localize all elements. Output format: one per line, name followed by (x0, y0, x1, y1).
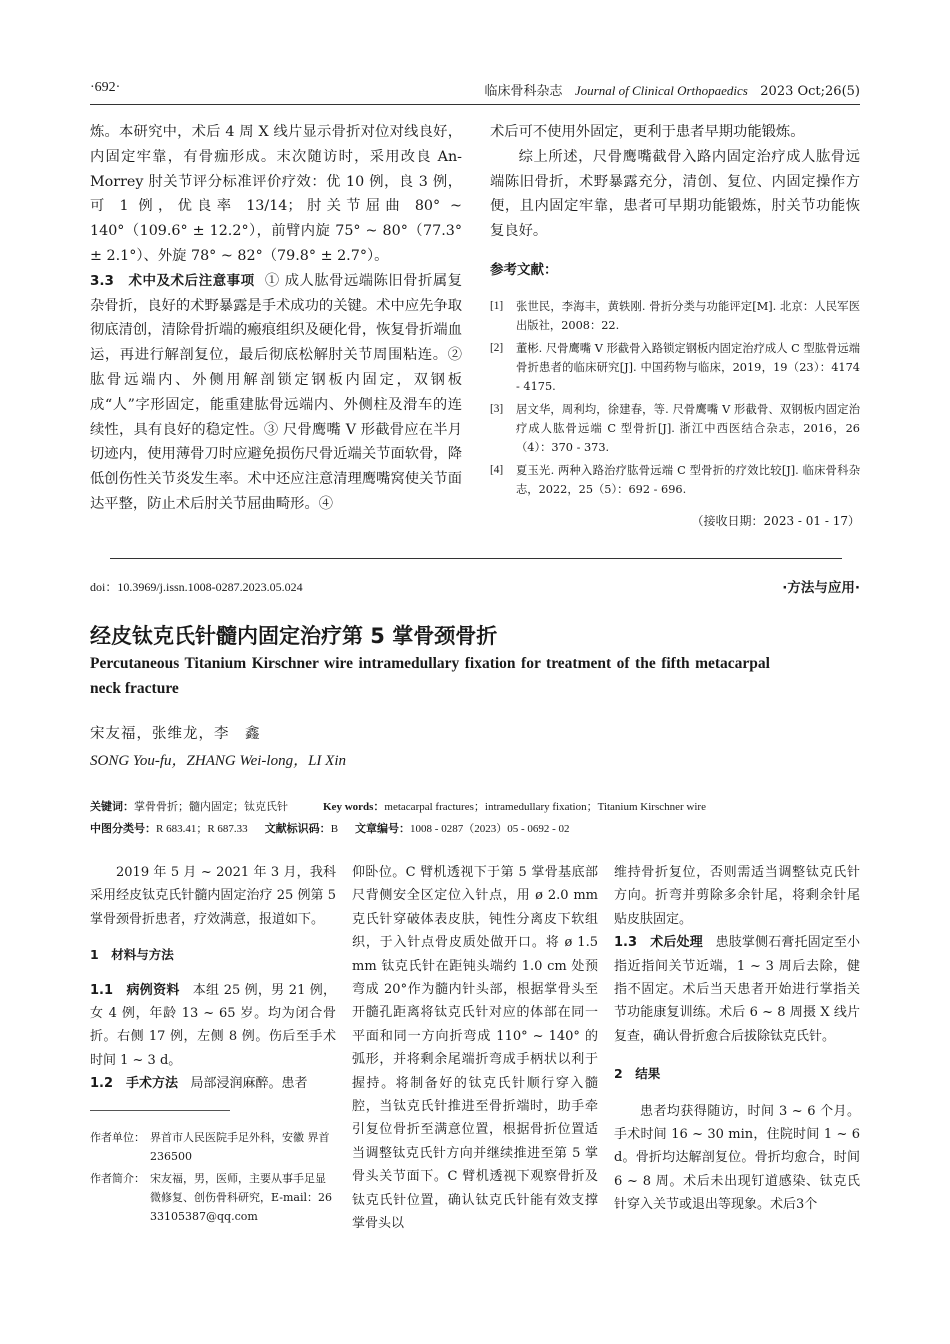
journal-name (484, 80, 860, 99)
page-number: ·692· (90, 80, 121, 95)
section-1-1-body: 本组 25 例，男 21 例，女 4 例，年龄 13 ~ 65 岁。均为闭合骨折。右侧 17 例，左侧 8 例。伤后至手术时间 1 ~ 3 d。 (90, 982, 336, 1068)
body-column-2 (352, 861, 598, 1236)
reference-number: [3] (490, 402, 504, 415)
reference-text: 居文华，周利均，徐建春，等. 尺骨鹰嘴 V 形截骨、双钢板内固定治疗成人肱骨远端 C 型骨折[J]. 浙江中西医结合杂志，2016，26（4）：370 - 373. (516, 402, 860, 454)
surgical-method-end: 维持骨折复位，否则需适当调整钛克氏针方向。折弯并剪除多余针尾，将剩余针尾贴皮肤固定。 (614, 865, 860, 927)
journal-name-cn: 临床骨科杂志 (484, 84, 563, 99)
article-title-en: Percutaneous Titanium Kirschner wire intramedullary fixation for treatment of the fifth metacarpal neck fracture (90, 655, 770, 697)
prev-right-paragraph-2: 综上所述，尺骨鹰嘴截骨入路内固定治疗成人肱骨远端陈旧骨折，术野暴露充分，清创、复位、内固定操作方便，且内固定牢靠，患者可早期功能锻炼，肘关节功能恢复良好。 (490, 148, 860, 240)
section-1-3-body: 患肢掌侧石膏托固定至小指近指间关节近端，1 ~ 3 周后去除，健指不固定。术后当天患者开始进行掌指关节功能康复训练。术后 6 ~ 8 周摄 X 线片复查，确认骨折愈合后拔除钛克氏针。 (614, 935, 860, 1044)
clc-label: 中图分类号： (90, 822, 156, 835)
classification-row (90, 818, 860, 840)
reference-item (490, 461, 860, 499)
keywords-cn-label: 关键词： (90, 800, 134, 813)
reference-number: [2] (490, 341, 504, 354)
article-number: 1008 - 0287（2023）05 - 0692 - 02 (410, 823, 570, 835)
section-1-2-heading: 1.2 手术方法 (90, 1076, 179, 1092)
author-bio-row (90, 1169, 336, 1226)
article-metadata (90, 796, 860, 840)
doi: doi：10.3969/j.issn.1008-0287.2023.05.024 (90, 580, 303, 594)
affiliation-unit: 界首市人民医院手足外科，安徽 界首 236500 (150, 1131, 341, 1163)
section-1-3 (614, 931, 860, 1048)
section-1-1-heading: 1.1 病例资料 (90, 982, 180, 998)
section-1-3-heading: 1.3 术后处理 (614, 935, 703, 951)
header-rule (90, 104, 860, 105)
journal-name-en: Journal of Clinical Orthopaedics (574, 83, 748, 98)
section-tag: ·方法与应用· (782, 580, 860, 596)
prev-left-paragraph-2 (90, 269, 462, 517)
authors-en: SONG You-fu，ZHANG Wei-long，LI Xin (90, 753, 346, 769)
reference-list (490, 297, 860, 499)
surgical-method-continued: 仰卧位。C 臂机透视下于第 5 掌骨基底部尺背侧安全区定位入针点，用 ø 2.0 mm 克氏针穿破体表皮肤，钝性分离皮下软组织，于入针点骨皮质处做开口。将 ø 1.5 mm 钛克氏针在距钝头端约 1.0 cm 处预弯成 20°作为髓内针头部，根据掌骨头至开髓孔距离将钛克氏针对应的体部在同一平面和同一方向折弯成 110° ~ 140° 的弧形，并将剩余尾端折弯成手柄状以利于握持。将制备好的钛克氏针顺行穿入髓腔，当钛克氏针推进至骨折端时，助手牵引复位骨折至满意位置，根据骨折位置适当调整钛克氏针方向并继续推进至第 5 掌骨头关节面下。C 臂机透视下观察骨折及钛克氏针位置，确认钛克氏针能有效支撑掌骨头以 (352, 865, 598, 1232)
section-1-2 (90, 1072, 336, 1095)
received-date: （接收日期：2023 - 01 - 17） (691, 513, 860, 528)
prev-article-right-column (490, 120, 860, 534)
author-bio-label: 作者简介： (90, 1172, 145, 1185)
footnote-rule (90, 1110, 230, 1111)
reference-number: [4] (490, 463, 504, 476)
prev-left-paragraph-1: 炼。本研究中，术后 4 周 X 线片显示骨折对位对线良好，内固定牢靠，有骨痂形成。末次随访时，采用改良 An-Morrey 肘关节评分标准评价疗效：优 10 例，良 3 例，可 1 例，优良率 13/14；肘关节屈曲 80° ~ 140°（109.6° ± 12.2°），前臂内旋 75° ~ 80°（77.3° ± 2.1°）、外旋 78° ~ 82°（79.8° ± 2.7°）。 (90, 124, 462, 264)
prev-article-left-column (90, 120, 462, 517)
reference-item (490, 400, 860, 457)
affiliation-unit-label: 作者单位： (90, 1131, 145, 1144)
keywords-en: metacarpal fractures；intramedullary fixation；Titanium Kirschner wire (384, 801, 706, 813)
running-header (90, 80, 860, 104)
keywords-cn: 掌骨骨折；髓内固定；钛克氏针 (134, 800, 288, 813)
doc-code-label: 文献标识码： (264, 822, 331, 835)
prev-right-paragraph-1: 术后可不使用外固定，更利于患者早期功能锻炼。 (490, 124, 805, 140)
section-heading-2: 2 结果 (614, 1066, 661, 1082)
section-1-2-body: 局部浸润麻醉。患者 (190, 1076, 308, 1092)
article-separator-rule (110, 558, 842, 559)
doc-code: B (330, 823, 339, 835)
author-affiliation (90, 1128, 341, 1226)
reference-item (490, 297, 860, 335)
author-bio: 宋友福，男，医师，主要从事手足显微修复、创伤骨科研究，E-mail：2633105387@qq.com (150, 1172, 332, 1223)
article-number-label: 文章编号： (355, 822, 411, 835)
authors-cn: 宋友福，张维龙，李 鑫 (90, 726, 261, 742)
affiliation-unit-row (90, 1128, 341, 1166)
section-heading-1: 1 材料与方法 (90, 947, 174, 963)
references-heading: 参考文献： (490, 261, 558, 278)
reference-text: 张世民，李海丰，黄轶刚. 骨折分类与功能评定[M]. 北京：人民军医出版社，2008：22. (516, 299, 860, 332)
body-column-1 (90, 861, 336, 1096)
reference-item (490, 339, 860, 396)
clc-code: R 683.41；R 687.33 (156, 823, 248, 835)
keywords-row (90, 796, 860, 818)
reference-text: 夏玉光. 两种入路治疗肱骨远端 C 型骨折的疗效比较[J]. 临床骨科杂志，2022，25（5）：692 - 696. (516, 463, 860, 496)
keywords-en-label: Key words： (323, 801, 385, 813)
journal-issue: 2023 Oct;26(5) (760, 84, 860, 99)
body-column-3 (614, 861, 860, 1217)
section-heading-3-3: 3.3 术中及术后注意事项 (90, 272, 255, 289)
section-1-1 (90, 979, 336, 1073)
article-title-cn: 经皮钛克氏针髓内固定治疗第 5 掌骨颈骨折 (90, 624, 498, 648)
reference-number: [1] (490, 299, 504, 312)
section-3-3-body: ① 成人肱骨远端陈旧骨折属复杂骨折，良好的术野暴露是手术成功的关键。术中应先争取彻底清创，清除骨折端的瘢痕组织及硬化骨，恢复骨折端血运，再进行解剖复位，最后彻底松解肘关节周围粘连。② 肱骨远端内、外侧用解剖锁定钢板内固定，双钢板成“人”字形固定，能重建肱骨远端内、外侧柱及滑车的连续性，具有良好的稳定性。③ 尺骨鹰嘴 V 形截骨应在半月切迹内，使用薄骨刀时应避免损伤尺骨近端关节面软骨，降低创伤性关节炎发生率。术中还应注意清理鹰嘴窝使关节面达平整，防止术后肘关节屈曲畸形。④ (90, 272, 463, 512)
intro-paragraph: 2019 年 5 月 ~ 2021 年 3 月，我科采用经皮钛克氏针髓内固定治疗 25 例第 5 掌骨颈骨折患者，疗效满意，报道如下。 (90, 865, 336, 927)
reference-text: 董彬. 尺骨鹰嘴 V 形截骨入路锁定钢板内固定治疗成人 C 型肱骨远端骨折患者的临床研究[J]. 中国药物与临床，2019，19（23）：4174 - 4175. (516, 341, 860, 393)
results-paragraph: 患者均获得随访，时间 3 ~ 6 个月。手术时间 16 ~ 30 min，住院时间 1 ~ 6 d。骨折均达解剖复位。骨折均愈合，时间 6 ~ 8 周。术后未出现钉道感染、钛克氏针穿入关节或退出等现象。术后3个 (614, 1103, 860, 1213)
